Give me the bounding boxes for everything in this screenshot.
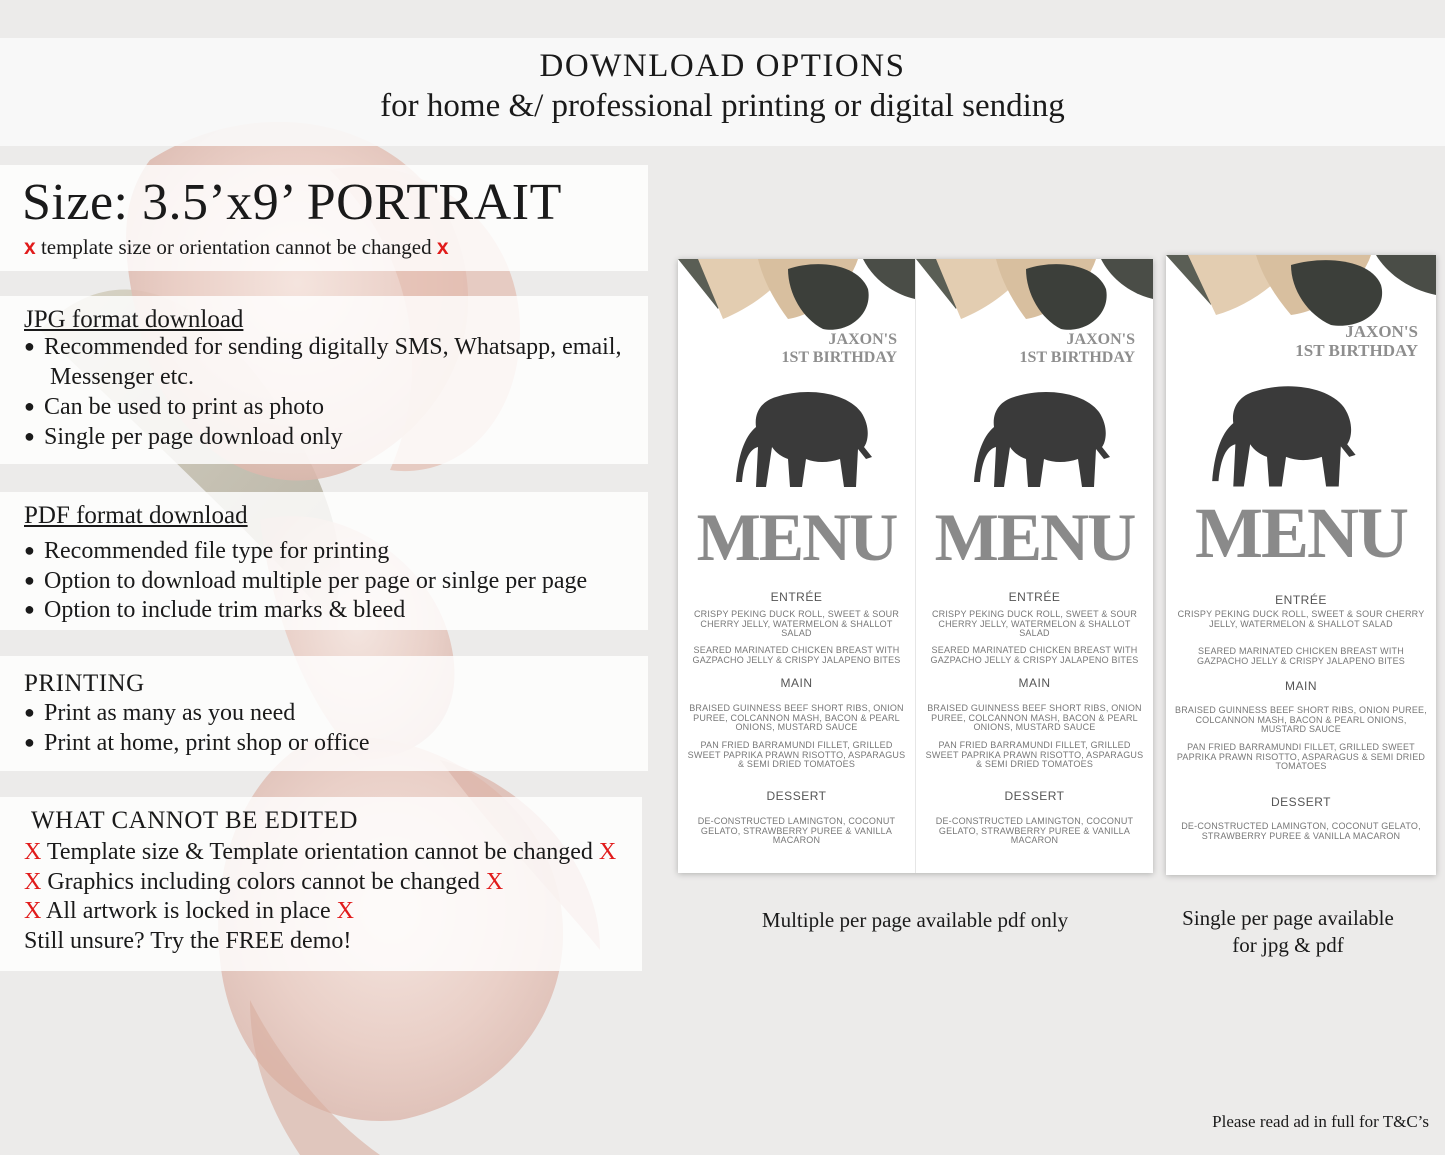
entree-item: CRISPY PEKING DUCK ROLL, SWEET & SOUR CHERRY JELLY, WATERMELON & SHALLOT SALAD xyxy=(931,609,1138,638)
dessert-label: DESSERT xyxy=(1271,795,1331,809)
list-item: X Template size & Template orientation cannot be changed X xyxy=(24,839,617,865)
cannot-edit-title: WHAT CANNOT BE EDITED xyxy=(31,807,358,834)
menu-name-line2: 1ST BIRTHDAY xyxy=(1295,341,1418,360)
single-caption-line2: for jpg & pdf xyxy=(1232,933,1344,957)
demo-prompt: Still unsure? Try the FREE demo! xyxy=(24,928,352,954)
menu-title: MENU xyxy=(696,499,897,575)
list-item: X All artwork is locked in place X xyxy=(24,898,354,924)
main-item: PAN FRIED BARRAMUNDI FILLET, GRILLED SWEET PAPRIKA PRAWN RISOTTO, ASPARAGUS & SEMI DRIED TOMATOES xyxy=(925,740,1144,769)
jpg-panel xyxy=(0,296,648,464)
pdf-section-title: PDF format download xyxy=(24,502,248,529)
tropical-leaves-icon xyxy=(678,259,915,339)
size-panel xyxy=(0,165,648,271)
main-label: MAIN xyxy=(780,676,813,690)
single-caption-line1: Single per page available xyxy=(1182,906,1394,930)
entree-item: SEARED MARINATED CHICKEN BREAST WITH GAZPACHO JELLY & CRISPY JALAPENO BITES xyxy=(692,645,901,665)
entree-label: ENTRÉE xyxy=(1008,590,1061,604)
printing-panel xyxy=(0,656,648,771)
menu-name-line2: 1ST BIRTHDAY xyxy=(781,349,897,366)
x-mark-icon: x xyxy=(24,236,36,259)
dessert-item: DE-CONSTRUCTED LAMINGTON, COCONUT GELATO, STRAWBERRY PUREE & VANILLA MACARON xyxy=(1181,821,1421,841)
entree-item: CRISPY PEKING DUCK ROLL, SWEET & SOUR CHERRY JELLY, WATERMELON & SHALLOT SALAD xyxy=(1177,609,1425,629)
bullet-icon: ● xyxy=(24,570,35,590)
menu-name-line1: JAXON'S xyxy=(828,331,897,348)
dessert-item: DE-CONSTRUCTED LAMINGTON, COCONUT GELATO, STRAWBERRY PUREE & VANILLA MACARON xyxy=(935,816,1134,845)
main-item: BRAISED GUINNESS BEEF SHORT RIBS, ONION PUREE, COLCANNON MASH, BACON & PEARL ONIONS, MUSTARD SAUCE xyxy=(689,703,904,732)
jpg-section-title: JPG format download xyxy=(24,306,244,333)
tropical-leaves-icon xyxy=(916,259,1153,339)
pdf-panel xyxy=(0,492,648,630)
main-item: BRAISED GUINNESS BEEF SHORT RIBS, ONION PUREE, COLCANNON MASH, BACON & PEARL ONIONS, MUSTARD SAUCE xyxy=(1175,705,1427,734)
list-item: ● Recommended for sending digitally SMS, Whatsapp, email, xyxy=(24,334,622,360)
menu-card-right xyxy=(916,259,1153,873)
x-mark-icon: X xyxy=(24,898,42,924)
single-per-page-preview xyxy=(1166,255,1436,875)
menu-name-line1: JAXON'S xyxy=(1066,331,1135,348)
bullet-icon: ● xyxy=(24,599,35,619)
entree-item: SEARED MARINATED CHICKEN BREAST WITH GAZPACHO JELLY & CRISPY JALAPENO BITES xyxy=(1197,646,1405,666)
bullet-icon: ● xyxy=(24,396,35,416)
list-item: ● Option to include trim marks & bleed xyxy=(24,597,406,623)
dessert-item: DE-CONSTRUCTED LAMINGTON, COCONUT GELATO, STRAWBERRY PUREE & VANILLA MACARON xyxy=(697,816,896,845)
entree-label: ENTRÉE xyxy=(1275,593,1327,607)
elephant-icon xyxy=(974,387,1114,497)
main-item: PAN FRIED BARRAMUNDI FILLET, GRILLED SWEET PAPRIKA PRAWN RISOTTO, ASPARAGUS & SEMI DRIED TOMATOES xyxy=(1176,742,1426,771)
bullet-icon: ● xyxy=(24,732,35,752)
main-item: BRAISED GUINNESS BEEF SHORT RIBS, ONION PUREE, COLCANNON MASH, BACON & PEARL ONIONS, MUSTARD SAUCE xyxy=(927,703,1142,732)
x-mark-icon: X xyxy=(485,869,504,895)
size-note-text: template size or orientation cannot be changed xyxy=(35,235,437,259)
dessert-label: DESSERT xyxy=(1004,789,1065,803)
x-mark-icon: X xyxy=(24,869,42,895)
elephant-icon xyxy=(736,387,876,497)
single-per-page-caption xyxy=(1160,905,1416,959)
size-title: Size: 3.5’x9’ PORTRAIT xyxy=(22,174,562,231)
dessert-label: DESSERT xyxy=(766,789,827,803)
entree-label: ENTRÉE xyxy=(770,590,823,604)
bullet-icon: ● xyxy=(24,540,35,560)
main-label: MAIN xyxy=(1018,676,1051,690)
menu-title: MENU xyxy=(1195,493,1407,573)
multi-per-page-caption: Multiple per page available pdf only xyxy=(761,908,1069,932)
x-mark-icon: X xyxy=(598,839,617,865)
list-item: ● Can be used to print as photo xyxy=(24,394,324,420)
page-subtitle: for home &/ professional printing or digital sending xyxy=(380,88,1065,124)
bullet-icon: ● xyxy=(24,336,35,356)
main-label: MAIN xyxy=(1285,679,1317,693)
multi-per-page-preview xyxy=(678,259,1153,873)
menu-name-line1: JAXON'S xyxy=(1345,322,1418,341)
list-item: X Graphics including colors cannot be changed X xyxy=(24,869,504,895)
list-item: ● Option to download multiple per page or sinlge per page xyxy=(24,568,588,594)
footer-note: Please read ad in full for T&C’s xyxy=(1212,1112,1429,1131)
cannot-edit-panel xyxy=(0,797,642,971)
list-item: ● Print as many as you need xyxy=(24,700,296,726)
elephant-icon xyxy=(1206,381,1366,497)
page-title: DOWNLOAD OPTIONS xyxy=(539,48,906,84)
menu-name-line2: 1ST BIRTHDAY xyxy=(1019,349,1135,366)
list-item: ● Single per page download only xyxy=(24,424,343,450)
bullet-icon: ● xyxy=(24,426,35,446)
menu-card-left xyxy=(678,259,915,873)
x-mark-icon: X xyxy=(24,839,42,865)
header-band xyxy=(0,38,1445,146)
list-item: ● Print at home, print shop or office xyxy=(24,730,370,756)
menu-card-single xyxy=(1166,255,1436,875)
size-note xyxy=(24,235,449,260)
entree-item: CRISPY PEKING DUCK ROLL, SWEET & SOUR CHERRY JELLY, WATERMELON & SHALLOT SALAD xyxy=(693,609,900,638)
x-mark-icon: x xyxy=(436,236,449,259)
list-item: Messenger etc. xyxy=(50,364,194,390)
menu-title: MENU xyxy=(934,499,1135,575)
list-item: ● Recommended file type for printing xyxy=(24,538,390,564)
printing-section-title: PRINTING xyxy=(24,670,145,697)
entree-item: SEARED MARINATED CHICKEN BREAST WITH GAZPACHO JELLY & CRISPY JALAPENO BITES xyxy=(930,645,1139,665)
main-item: PAN FRIED BARRAMUNDI FILLET, GRILLED SWEET PAPRIKA PRAWN RISOTTO, ASPARAGUS & SEMI DRIED TOMATOES xyxy=(687,740,906,769)
bullet-icon: ● xyxy=(24,702,35,722)
x-mark-icon: X xyxy=(336,898,354,924)
